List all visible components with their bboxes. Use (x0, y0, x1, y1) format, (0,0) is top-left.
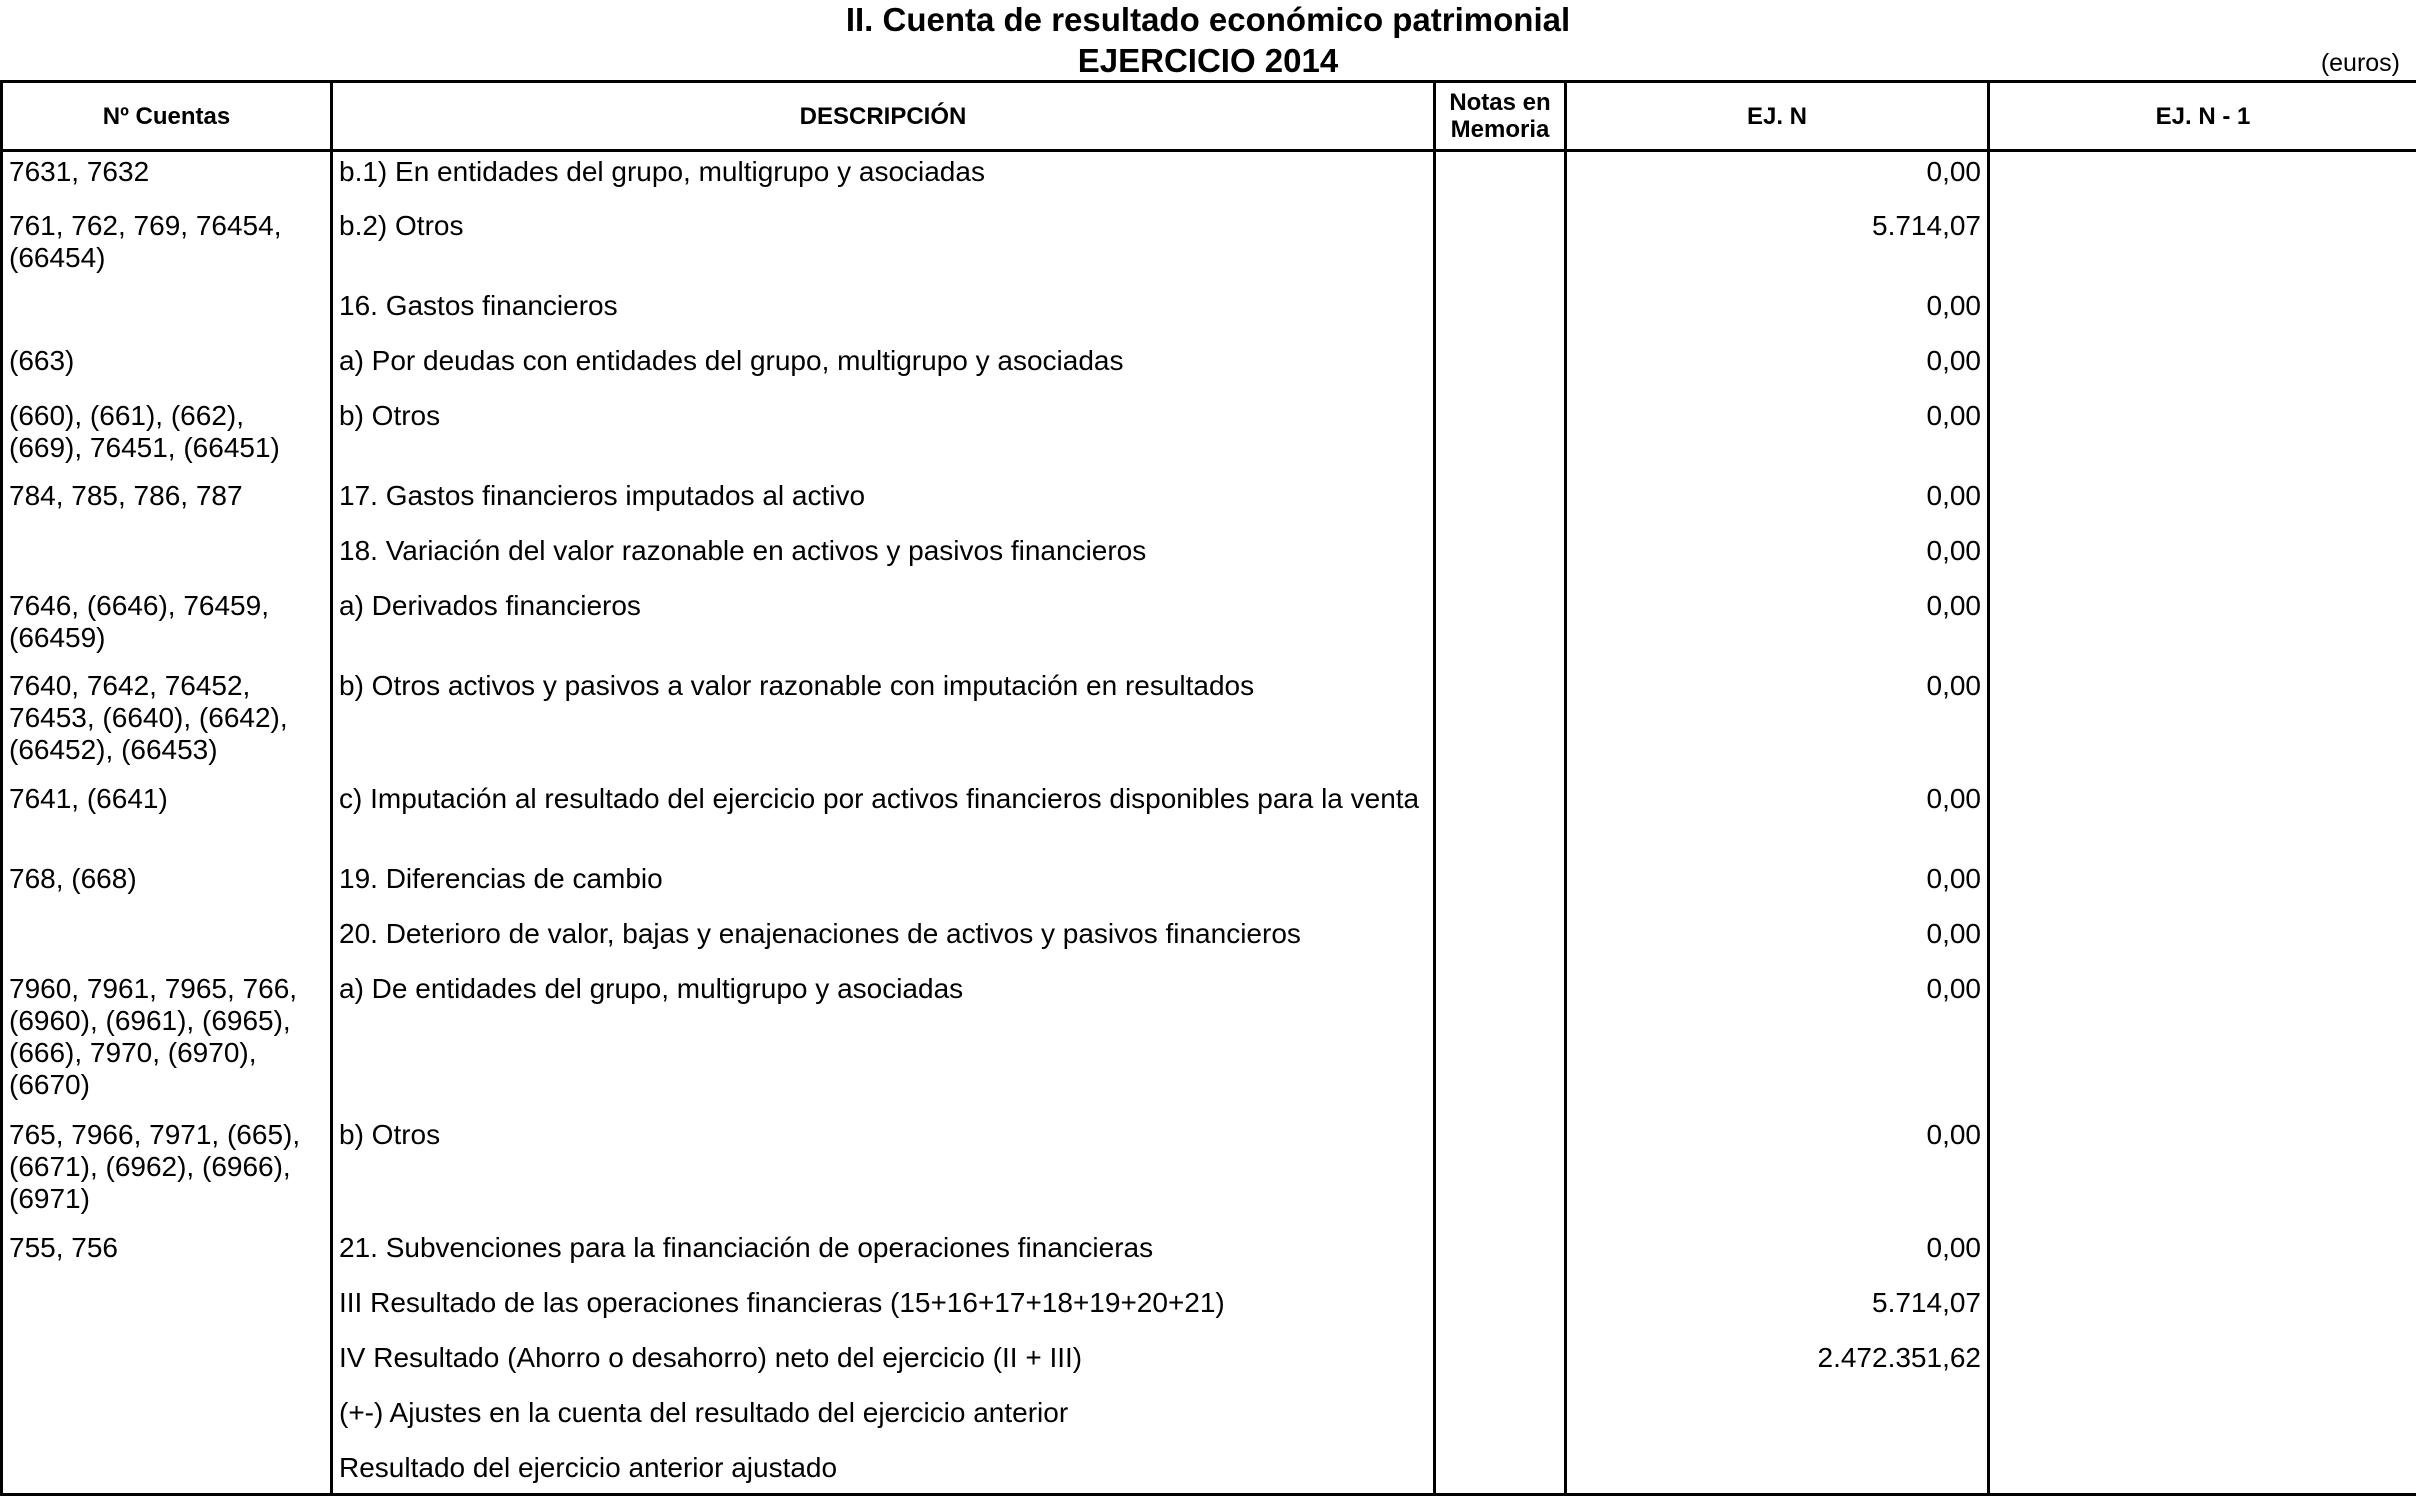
cell-cuentas: 7641, (6641) (2, 779, 332, 859)
cell-notas (1435, 779, 1566, 859)
cell-cuentas (2, 1393, 332, 1448)
table-row (2, 586, 2416, 666)
cell-descripcion: b) Otros activos y pasivos a valor razonable con imputación en resultados (332, 666, 1435, 779)
cell-descripcion: IV Resultado (Ahorro o desahorro) neto del ejercicio (II + III) (332, 1338, 1435, 1393)
cell-cuentas: 755, 756 (2, 1228, 332, 1283)
cell-notas (1435, 286, 1566, 341)
cell-descripcion: III Resultado de las operaciones financieras (15+16+17+18+19+20+21) (332, 1283, 1435, 1338)
cell-ej-n: 0,00 (1566, 914, 1989, 969)
cell-ej-n (1566, 1448, 1989, 1494)
cell-descripcion: a) Por deudas con entidades del grupo, multigrupo y asociadas (332, 341, 1435, 396)
cell-ej-n: 0,00 (1566, 859, 1989, 914)
cell-ej-n1 (1989, 531, 2416, 586)
col-header-cuentas: Nº Cuentas (2, 82, 332, 151)
cell-ej-n1 (1989, 1338, 2416, 1393)
cell-notas (1435, 151, 1566, 206)
cell-ej-n1 (1989, 1115, 2416, 1228)
cell-descripcion: 17. Gastos financieros imputados al activo (332, 476, 1435, 531)
cell-descripcion: b.2) Otros (332, 206, 1435, 286)
cell-cuentas (2, 1283, 332, 1338)
cell-notas (1435, 1393, 1566, 1448)
cell-descripcion: 19. Diferencias de cambio (332, 859, 1435, 914)
cell-ej-n: 0,00 (1566, 1115, 1989, 1228)
table-row (2, 779, 2416, 859)
cell-ej-n: 0,00 (1566, 1228, 1989, 1283)
cell-ej-n: 0,00 (1566, 151, 1989, 206)
table-row (2, 286, 2416, 341)
cell-notas (1435, 531, 1566, 586)
cell-cuentas: 761, 762, 769, 76454, (66454) (2, 206, 332, 286)
cell-ej-n: 0,00 (1566, 779, 1989, 859)
cell-ej-n: 0,00 (1566, 341, 1989, 396)
cell-notas (1435, 476, 1566, 531)
cell-cuentas: 7631, 7632 (2, 151, 332, 206)
cell-descripcion: c) Imputación al resultado del ejercicio por activos financieros disponibles para la venta (332, 779, 1435, 859)
cell-ej-n: 5.714,07 (1566, 1283, 1989, 1338)
cell-ej-n: 2.472.351,62 (1566, 1338, 1989, 1393)
cell-cuentas: 765, 7966, 7971, (665), (6671), (6962), (6966), (6971) (2, 1115, 332, 1228)
cell-cuentas: 7640, 7642, 76452, 76453, (6640), (6642), (66452), (66453) (2, 666, 332, 779)
cell-descripcion: 21. Subvenciones para la financiación de operaciones financieras (332, 1228, 1435, 1283)
cell-ej-n: 0,00 (1566, 531, 1989, 586)
cell-ej-n: 0,00 (1566, 396, 1989, 476)
cell-ej-n1 (1989, 666, 2416, 779)
table-row (2, 476, 2416, 531)
cell-ej-n (1566, 1393, 1989, 1448)
cell-cuentas: 7960, 7961, 7965, 766, (6960), (6961), (6965), (666), 7970, (6970), (6670) (2, 969, 332, 1115)
cell-ej-n1 (1989, 1283, 2416, 1338)
cell-cuentas: 7646, (6646), 76459, (66459) (2, 586, 332, 666)
col-header-ej-n1: EJ. N - 1 (1989, 82, 2416, 151)
cell-notas (1435, 859, 1566, 914)
cell-ej-n1 (1989, 1393, 2416, 1448)
cell-descripcion: a) De entidades del grupo, multigrupo y asociadas (332, 969, 1435, 1115)
report-title: II. Cuenta de resultado económico patrimonial (845, 1, 1571, 38)
cell-notas (1435, 206, 1566, 286)
col-header-descripcion: DESCRIPCIÓN (332, 82, 1435, 151)
table-row (2, 1338, 2416, 1393)
cell-cuentas: 784, 785, 786, 787 (2, 476, 332, 531)
cell-ej-n1 (1989, 859, 2416, 914)
table-row (2, 666, 2416, 779)
cell-notas (1435, 914, 1566, 969)
cell-descripcion: Resultado del ejercicio anterior ajustado (332, 1448, 1435, 1494)
cell-descripcion: 16. Gastos financieros (332, 286, 1435, 341)
cell-notas (1435, 586, 1566, 666)
cell-ej-n1 (1989, 914, 2416, 969)
cell-cuentas (2, 531, 332, 586)
cell-ej-n1 (1989, 341, 2416, 396)
table-row (2, 1393, 2416, 1448)
table-row (2, 151, 2416, 206)
cell-ej-n: 5.714,07 (1566, 206, 1989, 286)
table-row (2, 531, 2416, 586)
table-row (2, 914, 2416, 969)
cell-cuentas (2, 1338, 332, 1393)
cell-ej-n: 0,00 (1566, 286, 1989, 341)
cell-ej-n1 (1989, 969, 2416, 1115)
cell-ej-n: 0,00 (1566, 969, 1989, 1115)
table-row (2, 396, 2416, 476)
table-row (2, 206, 2416, 286)
cell-ej-n1 (1989, 586, 2416, 666)
cell-descripcion: 18. Variación del valor razonable en activos y pasivos financieros (332, 531, 1435, 586)
cell-ej-n1 (1989, 396, 2416, 476)
cell-cuentas (2, 1448, 332, 1494)
col-header-ej-n: EJ. N (1566, 82, 1989, 151)
report-subtitle: EJERCICIO 2014 (1077, 42, 1339, 79)
table-row (2, 1115, 2416, 1228)
cell-descripcion: 20. Deterioro de valor, bajas y enajenaciones de activos y pasivos financieros (332, 914, 1435, 969)
table-row (2, 341, 2416, 396)
col-header-notas: Notas en Memoria (1435, 82, 1566, 151)
cell-cuentas: 768, (668) (2, 859, 332, 914)
table-row (2, 969, 2416, 1115)
cell-cuentas (2, 914, 332, 969)
cell-cuentas: (660), (661), (662), (669), 76451, (66451) (2, 396, 332, 476)
cell-cuentas (2, 286, 332, 341)
table-header-row (2, 82, 2416, 151)
cell-ej-n1 (1989, 206, 2416, 286)
cell-ej-n1 (1989, 1228, 2416, 1283)
cell-cuentas: (663) (2, 341, 332, 396)
cell-notas (1435, 1448, 1566, 1494)
cell-ej-n: 0,00 (1566, 666, 1989, 779)
cell-descripcion: b) Otros (332, 1115, 1435, 1228)
cell-notas (1435, 666, 1566, 779)
cell-notas (1435, 1283, 1566, 1338)
cell-notas (1435, 1228, 1566, 1283)
cell-notas (1435, 341, 1566, 396)
cell-notas (1435, 1115, 1566, 1228)
table-row (2, 1228, 2416, 1283)
cell-descripcion: b) Otros (332, 396, 1435, 476)
cell-ej-n: 0,00 (1566, 586, 1989, 666)
cell-descripcion: b.1) En entidades del grupo, multigrupo y asociadas (332, 151, 1435, 206)
cell-notas (1435, 969, 1566, 1115)
table-row (2, 859, 2416, 914)
cell-notas (1435, 1338, 1566, 1393)
cell-ej-n1 (1989, 779, 2416, 859)
cell-ej-n1 (1989, 286, 2416, 341)
results-table (0, 80, 2416, 1496)
table-row (2, 1448, 2416, 1494)
cell-descripcion: a) Derivados financieros (332, 586, 1435, 666)
cell-ej-n: 0,00 (1566, 476, 1989, 531)
cell-descripcion: (+-) Ajustes en la cuenta del resultado del ejercicio anterior (332, 1393, 1435, 1448)
cell-ej-n1 (1989, 151, 2416, 206)
currency-units: (euros) (2320, 49, 2400, 77)
cell-ej-n1 (1989, 476, 2416, 531)
table-row (2, 1283, 2416, 1338)
cell-ej-n1 (1989, 1448, 2416, 1494)
cell-notas (1435, 396, 1566, 476)
